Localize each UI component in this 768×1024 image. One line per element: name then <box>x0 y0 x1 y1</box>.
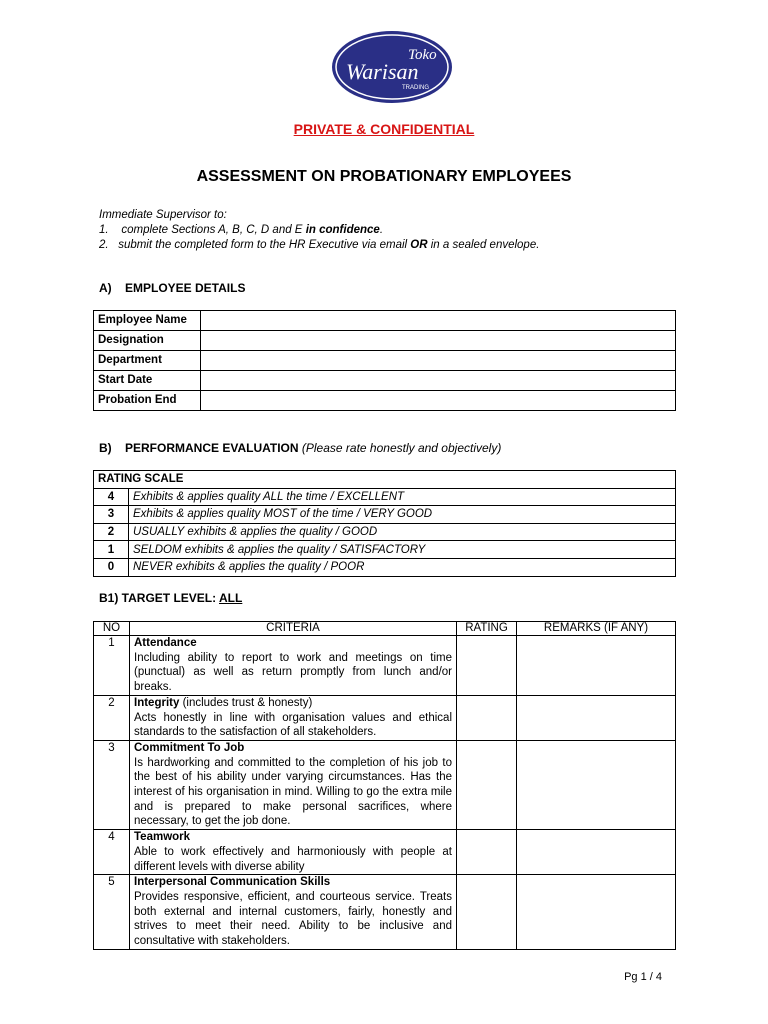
logo-text-top: Toko <box>408 47 437 63</box>
table-row <box>94 391 676 411</box>
document-title: ASSESSMENT ON PROBATIONARY EMPLOYEES <box>196 168 572 185</box>
header-no: NO <box>94 622 130 636</box>
table-header-row <box>94 622 676 636</box>
rating-cell[interactable] <box>457 695 517 740</box>
probation-end-field[interactable] <box>201 391 676 411</box>
table-row <box>94 311 676 331</box>
department-field[interactable] <box>201 351 676 371</box>
table-row <box>94 331 676 351</box>
instructions <box>99 208 539 253</box>
criteria-table <box>93 621 676 950</box>
remarks-cell[interactable] <box>517 636 676 696</box>
table-row: 4 Teamwork Able to work effectively and harmoniously with people at different levels with diverse ability <box>94 830 676 875</box>
table-row: 3 Commitment To Job Is hardworking and committed to the completion of his job to the best of his ability under varying circumstances. Has the interest of his organisation in mind. Willing to go the extra mile and is prepared to make personal sacrifices, where necessary, to get the job done. <box>94 740 676 829</box>
rating-cell[interactable] <box>457 740 517 829</box>
rating-cell[interactable] <box>457 636 517 696</box>
section-b-title: B) PERFORMANCE EVALUATION (Please rate honestly and objectively) <box>99 441 502 455</box>
table-row <box>94 351 676 371</box>
section-a-title: A) EMPLOYEE DETAILS <box>99 281 246 295</box>
rating-scale-table <box>93 470 676 577</box>
b1-target-level: B1) TARGET LEVEL: ALL <box>99 591 243 605</box>
field-label: Designation <box>94 331 201 351</box>
field-label: Probation End <box>94 391 201 411</box>
table-row: 5 Interpersonal Communication Skills Provides responsive, efficient, and courteous service. Treats both external and internal customers, fairly, honestly and strives to meet their need. Ability to be inclusive and consultative with stakeholders. <box>94 875 676 950</box>
table-row: 0 NEVER exhibits & applies the quality / POOR <box>94 558 676 576</box>
field-label: Start Date <box>94 371 201 391</box>
table-row: 4 Exhibits & applies quality ALL the time / EXCELLENT <box>94 488 676 506</box>
instruction-2: 2. submit the completed form to the HR Executive via email OR in a sealed envelope. <box>99 239 540 251</box>
instructions-intro: Immediate Supervisor to: <box>99 209 227 221</box>
table-row <box>94 471 676 489</box>
remarks-cell[interactable] <box>517 740 676 829</box>
header-remarks: REMARKS (IF ANY) <box>517 622 676 636</box>
header-criteria: CRITERIA <box>130 622 457 636</box>
table-row: 1 Attendance Including ability to report to work and meetings on time (punctual) as well as return promptly from lunch and/or breaks. <box>94 636 676 696</box>
table-row <box>94 371 676 391</box>
page-number: Pg 1 / 4 <box>624 971 662 983</box>
instruction-1: 1. complete Sections A, B, C, D and E in confidence. <box>99 224 384 236</box>
remarks-cell[interactable] <box>517 830 676 875</box>
designation-field[interactable] <box>201 331 676 351</box>
logo-text-sub: TRADING <box>402 85 429 91</box>
field-label: Department <box>94 351 201 371</box>
rating-scale-header: RATING SCALE <box>94 471 676 489</box>
table-row: 3 Exhibits & applies quality MOST of the time / VERY GOOD <box>94 506 676 524</box>
rating-cell[interactable] <box>457 830 517 875</box>
rating-cell[interactable] <box>457 875 517 950</box>
remarks-cell[interactable] <box>517 875 676 950</box>
logo-text-main: Warisan <box>346 59 419 84</box>
employee-name-field[interactable] <box>201 311 676 331</box>
employee-details-table <box>93 310 676 411</box>
header-rating: RATING <box>457 622 517 636</box>
table-row: 1 SELDOM exhibits & applies the quality / SATISFACTORY <box>94 541 676 559</box>
remarks-cell[interactable] <box>517 695 676 740</box>
table-row: 2 Integrity (includes trust & honesty) Acts honestly in line with organisation values and ethical standards to the satisfaction of all stakeholders. <box>94 695 676 740</box>
company-logo <box>330 29 454 105</box>
start-date-field[interactable] <box>201 371 676 391</box>
field-label: Employee Name <box>94 311 201 331</box>
table-row: 2 USUALLY exhibits & applies the quality / GOOD <box>94 523 676 541</box>
confidential-label: PRIVATE & CONFIDENTIAL <box>293 121 475 137</box>
